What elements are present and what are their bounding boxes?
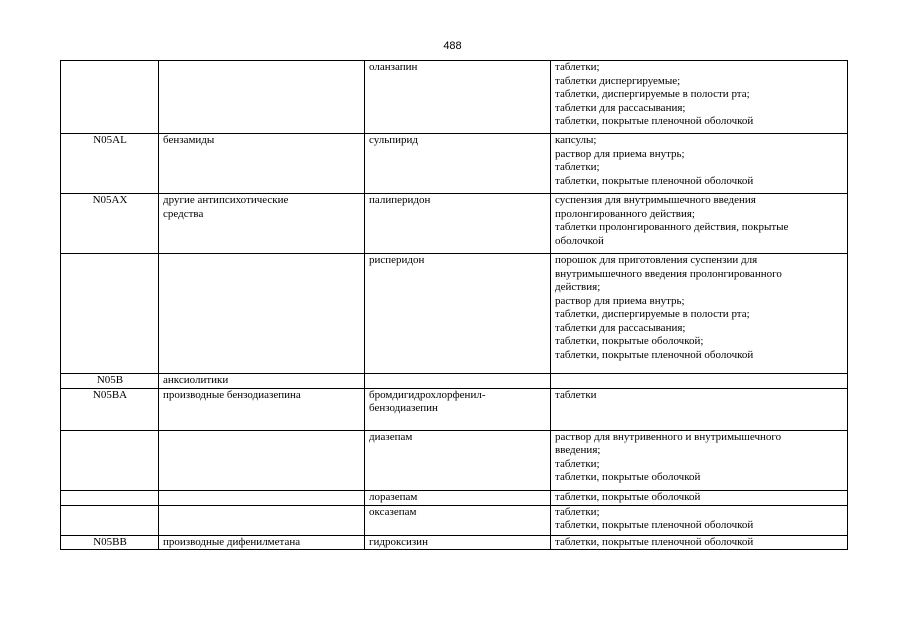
- drug-name-cell: [365, 388, 551, 430]
- group-name-cell: [159, 430, 365, 490]
- drug-name-cell: [365, 134, 551, 194]
- cell-text-line: таблетки, покрытые пленочной оболочкой: [555, 348, 754, 361]
- cell-text-line: анксиолитики: [163, 374, 229, 386]
- table-row: [61, 194, 848, 254]
- cell-text-line: производные бензодиазепина: [163, 388, 301, 401]
- group-name-cell: [159, 254, 365, 374]
- cell-text-line: порошок для приготовления суспензии для: [555, 254, 758, 266]
- drug-name-cell: [365, 61, 551, 134]
- table-row: [61, 61, 848, 134]
- atc-code-cell: N05B: [61, 374, 159, 389]
- drug-name-cell: [365, 374, 551, 389]
- table-row: [61, 134, 848, 194]
- cell-text-line: таблетки, покрытые пленочной оболочкой: [555, 174, 754, 187]
- cell-text-line: таблетки;: [555, 457, 600, 470]
- cell-text-line: лоразепам: [369, 490, 418, 503]
- atc-code-cell: [61, 61, 159, 134]
- cell-text-line: бензодиазепин: [369, 402, 438, 414]
- group-name-cell: [159, 535, 365, 550]
- drug-table: [60, 60, 848, 550]
- cell-text-line: таблетки, покрытые оболочкой: [555, 490, 701, 503]
- atc-code-cell: N05AL: [61, 134, 159, 194]
- atc-code-cell: [61, 254, 159, 374]
- dosage-forms-cell: [551, 194, 848, 254]
- table-row: [61, 374, 848, 389]
- dosage-forms-cell: [551, 490, 848, 505]
- cell-text-line: палиперидон: [369, 194, 431, 206]
- cell-text-line: таблетки для рассасывания;: [555, 101, 686, 114]
- group-name-cell: [159, 388, 365, 430]
- group-name-cell: [159, 194, 365, 254]
- dosage-forms-cell: [551, 134, 848, 194]
- cell-text-line: бромдигидрохлорфенил-: [369, 388, 486, 401]
- cell-text-line: таблетки диспергируемые;: [555, 74, 681, 87]
- drug-name-cell: [365, 505, 551, 535]
- cell-text-line: таблетки, покрытые пленочной оболочкой: [555, 535, 754, 548]
- cell-text-line: таблетки;: [555, 161, 600, 173]
- drug-name-cell: [365, 254, 551, 374]
- drug-name-cell: [365, 194, 551, 254]
- drug-name-cell: [365, 490, 551, 505]
- dosage-forms-cell: [551, 374, 848, 389]
- table-row: [61, 388, 848, 430]
- cell-text-line: оланзапин: [369, 61, 418, 73]
- cell-text-line: сульпирид: [369, 134, 419, 146]
- cell-text-line: оболочкой: [555, 234, 604, 247]
- atc-code-cell: [61, 505, 159, 535]
- table-row: [61, 535, 848, 550]
- atc-code-cell: [61, 430, 159, 490]
- group-name-cell: [159, 61, 365, 134]
- cell-text-line: другие антипсихотические: [163, 194, 289, 206]
- cell-text-line: таблетки для рассасывания;: [555, 321, 686, 334]
- cell-text-line: бензамиды: [163, 134, 215, 146]
- drug-table-body: [61, 61, 848, 550]
- cell-text-line: суспензия для внутримышечного введения: [555, 194, 756, 206]
- cell-text-line: введения;: [555, 444, 601, 456]
- cell-text-line: раствор для внутривенного и внутримышечного: [555, 430, 782, 443]
- cell-text-line: пролонгированного действия;: [555, 207, 695, 220]
- group-name-cell: [159, 490, 365, 505]
- dosage-forms-cell: [551, 254, 848, 374]
- page-number: 488: [443, 40, 462, 52]
- atc-code-cell: [61, 490, 159, 505]
- dosage-forms-cell: [551, 430, 848, 490]
- group-name-cell: [159, 374, 365, 389]
- drug-name-cell: [365, 535, 551, 550]
- cell-text-line: рисперидон: [369, 254, 425, 266]
- table-row: [61, 490, 848, 505]
- cell-text-line: таблетки пролонгированного действия, покрытые: [555, 221, 789, 233]
- cell-text-line: таблетки, покрытые пленочной оболочкой: [555, 519, 754, 531]
- cell-text-line: таблетки, диспергируемые в полости рта;: [555, 308, 750, 320]
- cell-text-line: таблетки, диспергируемые в полости рта;: [555, 88, 750, 100]
- cell-text-line: таблетки: [555, 388, 597, 401]
- cell-text-line: таблетки;: [555, 505, 600, 518]
- atc-code-cell: N05AX: [61, 194, 159, 254]
- cell-text-line: таблетки;: [555, 61, 600, 73]
- cell-text-line: таблетки, покрытые оболочкой: [555, 471, 701, 483]
- cell-text-line: производные дифенилметана: [163, 535, 301, 548]
- cell-text-line: раствор для приема внутрь;: [555, 147, 685, 160]
- atc-code-cell: N05BB: [61, 535, 159, 550]
- cell-text-line: гидроксизин: [369, 535, 428, 548]
- cell-text-line: диазепам: [369, 430, 413, 443]
- cell-text-line: раствор для приема внутрь;: [555, 294, 685, 307]
- cell-text-line: внутримышечного введения пролонгированного: [555, 267, 782, 280]
- group-name-cell: [159, 134, 365, 194]
- dosage-forms-cell: [551, 535, 848, 550]
- dosage-forms-cell: [551, 505, 848, 535]
- cell-text-line: оксазепам: [369, 505, 417, 518]
- atc-code-cell: N05BA: [61, 388, 159, 430]
- drug-name-cell: [365, 430, 551, 490]
- table-row: [61, 430, 848, 490]
- table-row: [61, 505, 848, 535]
- dosage-forms-cell: [551, 388, 848, 430]
- cell-text-line: капсулы;: [555, 134, 597, 146]
- cell-text-line: действия;: [555, 281, 601, 293]
- cell-text-line: средства: [163, 207, 204, 220]
- dosage-forms-cell: [551, 61, 848, 134]
- cell-text-line: таблетки, покрытые оболочкой;: [555, 335, 704, 347]
- table-row: [61, 254, 848, 374]
- group-name-cell: [159, 505, 365, 535]
- cell-text-line: таблетки, покрытые пленочной оболочкой: [555, 115, 754, 127]
